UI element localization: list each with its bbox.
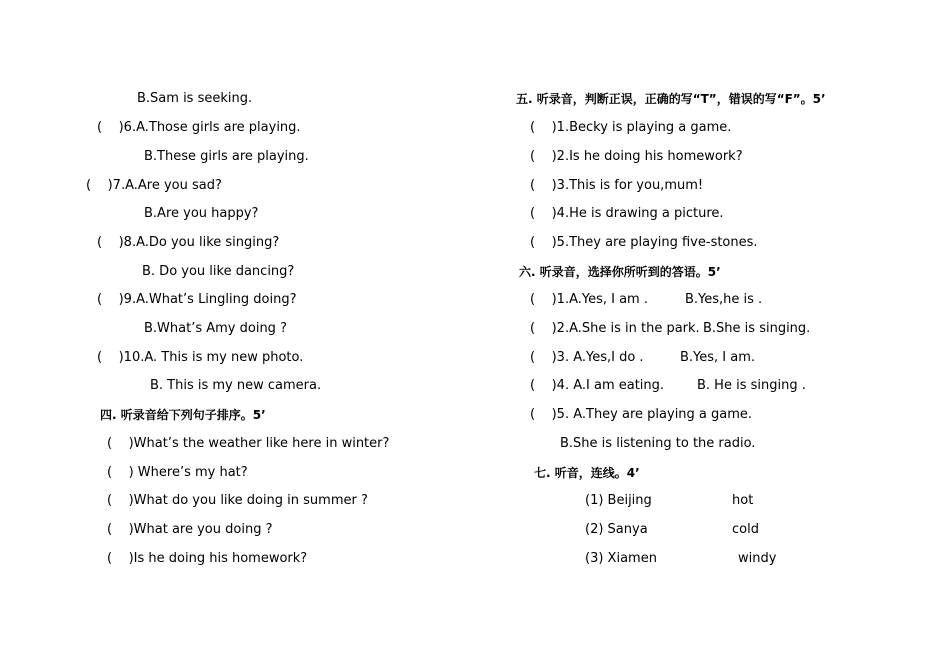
q6-option-a: ( )6.A.Those girls are playing. [97,120,301,135]
section-5-item: ( )4.He is drawing a picture. [530,206,724,221]
q7-option-a: ( )7.A.Are you sad? [86,178,222,193]
section-6-title: 六. 听录音，选择你所听到的答语。5’ [519,265,721,279]
section-4-item: ( ) Where’s my hat? [107,465,248,480]
match-weather: windy [738,551,777,566]
section-6-option-a: ( )3. A.Yes,I do . [530,350,644,365]
section-6-option-a: ( )1.A.Yes, I am . [530,292,648,307]
section-5-title: 五. 听录音，判断正误，正确的写“T”，错误的写“F”。5’ [516,92,826,106]
section-5-item: ( )5.They are playing five-stones. [530,235,758,250]
section-4-item: ( )What are you doing ? [107,522,273,537]
section-4-item: ( )What do you like doing in summer ? [107,493,368,508]
section-6-option-b: B.She is listening to the radio. [560,436,756,451]
section-6-option-b: B.Yes, I am. [680,350,756,365]
q7-option-b: B.Are you happy? [144,206,259,221]
section-5-item: ( )2.Is he doing his homework? [530,149,743,164]
q10-option-b: B. This is my new camera. [150,378,322,393]
q8-option-a: ( )8.A.Do you like singing? [97,235,280,250]
q10-option-a: ( )10.A. This is my new photo. [97,350,304,365]
q9-option-a: ( )9.A.What’s Lingling doing? [97,292,297,307]
section-6-option-b: B.She is singing. [703,321,811,336]
section-4-item: ( )What’s the weather like here in winter? [107,436,390,451]
q6-option-b: B.These girls are playing. [144,149,309,164]
section-5-item: ( )1.Becky is playing a game. [530,120,732,135]
match-place: (3) Xiamen [585,551,657,566]
match-place: (2) Sanya [585,522,648,537]
section-6-option-b: B. He is singing . [697,378,806,393]
section-6-option-a: ( )4. A.I am eating. [530,378,665,393]
section-5-item: ( )3.This is for you,mum! [530,178,704,193]
section-6-option-a: ( )5. A.They are playing a game. [530,407,753,422]
match-weather: hot [732,493,754,508]
q5-option-b: B.Sam is seeking. [137,91,253,106]
section-4-item: ( )Is he doing his homework? [107,551,308,566]
section-6-option-b: B.Yes,he is . [685,292,763,307]
section-4-title: 四. 听录音给下列句子排序。5’ [100,408,266,422]
q8-option-b: B. Do you like dancing? [142,264,295,279]
section-7-title: 七. 听音，连线。4’ [534,466,640,480]
q9-option-b: B.What’s Amy doing ? [144,321,287,336]
match-weather: cold [732,522,759,537]
match-place: (1) Beijing [585,493,652,508]
section-6-option-a: ( )2.A.She is in the park. [530,321,700,336]
